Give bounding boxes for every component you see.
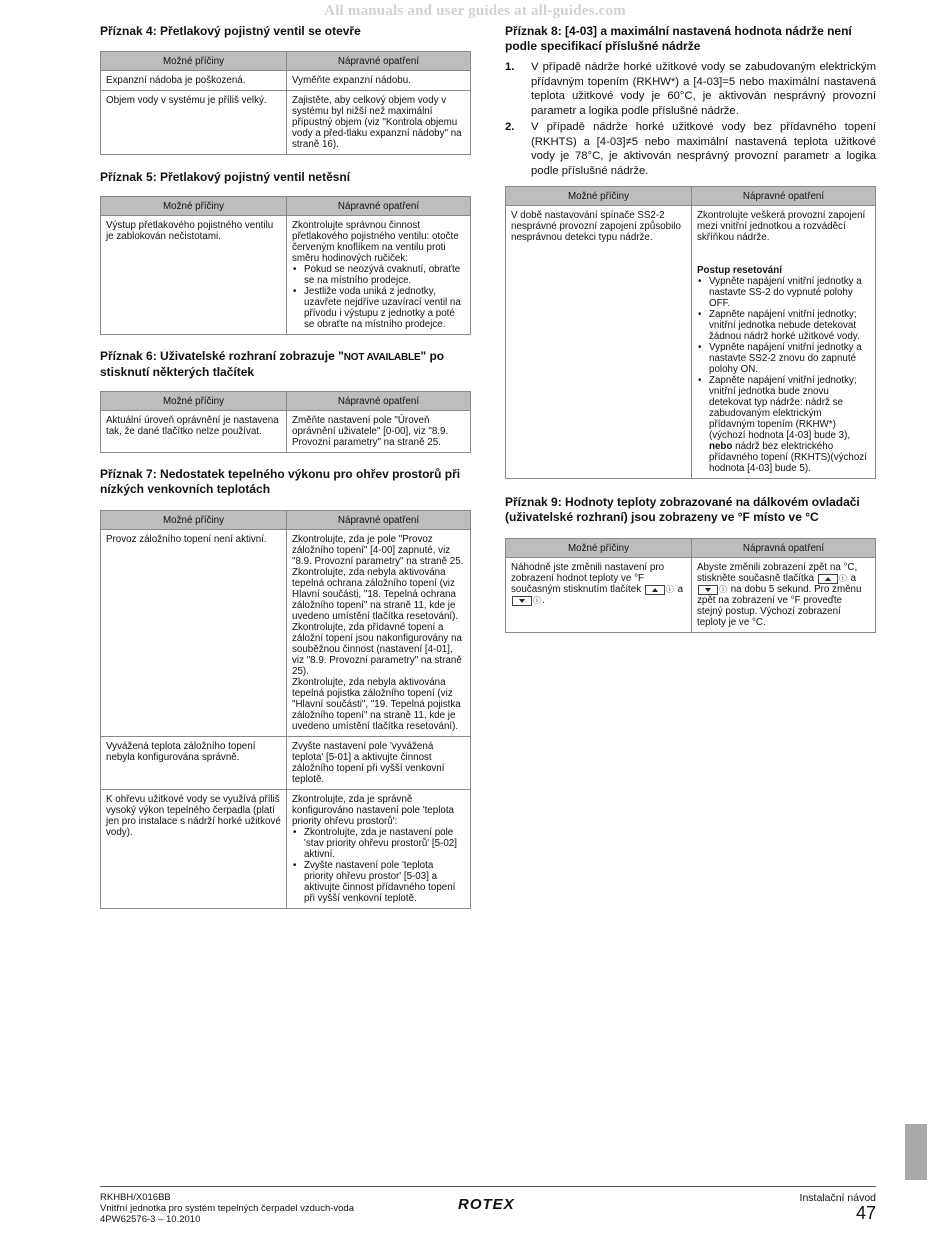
table-row bbox=[506, 558, 876, 633]
item-text: V případě nádrže horké užitkové vody bez přídavného topení (RKHTS) a [4-03]≠5 nebo maximální nastavená teplota užitkové vody je 78°C, je aktivován nesprávný provozní parametr a logika podle příslušné nádrže. bbox=[531, 121, 876, 177]
header-cause: Možné příčiny bbox=[101, 511, 287, 530]
page-number: 47 bbox=[855, 1203, 876, 1223]
action-cell bbox=[692, 206, 876, 479]
action-cell bbox=[692, 558, 876, 633]
footer-model: RKHBH/X016BB bbox=[100, 1192, 171, 1203]
info-icon: ⓘ bbox=[719, 585, 727, 595]
item-text: V případě nádrže horké užitkové vody se zabudovaným elektrickým přídavným topením (RKHW*) a [4-03]=5 nebo maximální nastavená teplota užitkové vody je 60°C, je aktivován nesprávný provozní parametr a logika podle příslušné nádrže. bbox=[531, 61, 876, 117]
symptom-5-table bbox=[100, 196, 471, 335]
symptom-5-title: Příznak 5: Přetlakový pojistný ventil netěsní bbox=[100, 170, 351, 184]
and-text: a bbox=[677, 584, 684, 596]
action-cell: Zajistěte, aby celkový objem vody v systému byl nižší než maximální přípustný objem (viz "Kontrola objemu vody a před-tlaku expanzní nádoby" na straně 16). bbox=[287, 91, 471, 155]
action-intro: Zkontrolujte správnou činnost přetlakového pojistného ventilu: otočte červeným knoflíkem na ventilu proti směru hodinových ručiček: bbox=[292, 220, 459, 264]
header-cause: Možné příčiny bbox=[101, 197, 287, 216]
list-item: • Pokud se neozývá cvaknutí, obraťte se na místního prodejce. bbox=[302, 264, 465, 286]
cause-cell: K ohřevu užitkové vody se využívá příliš vysoký výkon tepelného čerpadla (platí jen pro instalace s nádrží horké užitkové vody). bbox=[101, 790, 287, 909]
header-cause: Možné příčiny bbox=[506, 187, 692, 206]
symptom-6-table bbox=[100, 391, 471, 453]
table-row bbox=[101, 737, 471, 790]
right-column bbox=[505, 24, 876, 633]
action-paragraph: Zkontrolujte, zda je pole "Provoz záložního topení" [4-00] zapnuté, viz "8.9. Provozní parametry" na straně 25. bbox=[292, 534, 464, 567]
action-intro: Zkontrolujte, zda je správně konfigurováno nastavení pole 'teplota priority ohřevu prostorů': bbox=[292, 794, 455, 827]
info-icon: ⓘ bbox=[665, 585, 674, 594]
arrow-up-key-icon bbox=[645, 585, 665, 595]
action-text: Abyste změnili zobrazení zpět na °C, stiskněte současně tlačítka bbox=[697, 562, 858, 585]
list-item: • Zvyšte nastavení pole 'teplota priority ohřevu prostor' [5-03] a aktivujte činnost přídavného topení při vyšší venkovní teplotě. bbox=[302, 860, 465, 904]
title-part: " po stisknutí některých tlačítek bbox=[100, 349, 445, 379]
item-number: 2. bbox=[505, 121, 515, 133]
side-tab bbox=[905, 1124, 927, 1180]
left-column bbox=[100, 24, 471, 909]
list-item: • Zkontrolujte, zda je nastavení pole 'stav priority ohřevu prostorů' [5-02] aktivní. bbox=[302, 827, 465, 860]
table-row bbox=[101, 216, 471, 335]
not-available-label: NOT AVAILABLE bbox=[343, 352, 421, 363]
list-item bbox=[707, 375, 870, 474]
info-icon: ⓘ bbox=[838, 574, 847, 583]
table-row bbox=[101, 91, 471, 155]
watermark: All manuals and user guides at all-guides.com bbox=[324, 3, 626, 19]
footer-doc-code: 4PW62576-3 – 10.2010 bbox=[100, 1214, 201, 1225]
reset-title: Postup resetování bbox=[697, 265, 782, 276]
cause-cell: Vyvážená teplota záložního topení nebyla konfigurována správně. bbox=[101, 737, 287, 790]
action-text: na dobu 5 sekund. Pro změnu zpět na zobrazení ve °F proveďte stejný postup. Výchozí zobrazení teploty je ve °C. bbox=[697, 584, 862, 629]
action-paragraph: Zkontrolujte, zda nebyla aktivována tepelná ochrana záložního topení (viz Hlavní součásti, "18. Tepelná ochrana záložního topení" na straně 11, kde je uvedeno umístění tlačítka resetování). bbox=[292, 567, 459, 622]
footer-description: Vnitřní jednotka pro systém tepelných čerpadel vzduch-voda bbox=[100, 1203, 354, 1214]
header-cause: Možné příčiny bbox=[506, 539, 692, 558]
arrow-up-key-icon bbox=[818, 574, 838, 584]
table-row bbox=[101, 790, 471, 909]
list-item bbox=[505, 60, 876, 118]
item-number: 1. bbox=[505, 61, 515, 73]
list-item: • Vypněte napájení vnitřní jednotky a nastavte SS-2 do vypnuté polohy OFF. bbox=[707, 276, 870, 309]
action-intro: Zkontrolujte veškerá provozní zapojení mezi vnitřní jednotkou a rozváděcí skříňkou nádrže. bbox=[697, 210, 866, 243]
header-action: Nápravné opatření bbox=[287, 511, 471, 530]
list-item: • Vypněte napájení vnitřní jednotky a nastavte SS2-2 znovu do zapnuté polohy ON. bbox=[707, 342, 870, 375]
header-action: Nápravné opatření bbox=[692, 187, 876, 206]
cause-cell: Provoz záložního topení není aktivní. bbox=[101, 530, 287, 737]
cause-cell: Aktuální úroveň oprávnění je nastavena tak, že dané tlačítko nelze používat. bbox=[101, 411, 287, 453]
action-cell: Změňte nastavení pole "Úroveň oprávnění uživatele" [0-00], viz "8.9. Provozní parametry" na straně 25. bbox=[287, 411, 471, 453]
title-part: Příznak 6: Uživatelské rozhraní zobrazuje " bbox=[100, 349, 344, 363]
action-paragraph: Zkontrolujte, zda přídavné topení a záložní topení jsou nakonfigurovány na souběžnou činnost (nastavení [4-01], viz "8.9. Provozní parametry" na straně 25). bbox=[292, 622, 462, 677]
table-row bbox=[101, 411, 471, 453]
cause-cell: V době nastavování spínače SS2-2 nesprávné provozní zapojení způsobilo nesprávnou detekci typu nádrže. bbox=[506, 206, 692, 479]
cause-cell: Objem vody v systému je příliš velký. bbox=[101, 91, 287, 155]
arrow-down-key-icon bbox=[698, 585, 718, 595]
symptom-9-table bbox=[505, 538, 876, 633]
action-cell bbox=[287, 530, 471, 737]
table-row bbox=[506, 206, 876, 479]
action-cell bbox=[287, 790, 471, 909]
brand-logo: ROTEX bbox=[458, 1196, 515, 1213]
action-cell: Vyměňte expanzní nádobu. bbox=[287, 71, 471, 91]
cause-cell: Expanzní nádoba je poškozená. bbox=[101, 71, 287, 91]
symptom-6-title bbox=[100, 349, 471, 380]
symptom-8-table bbox=[505, 186, 876, 479]
list-item: • Jestliže voda uniká z jednotky, uzavřete nejdříve uzavírací ventil na přívodu i výstupu z jednotky a poté se obraťte na místního prodejce. bbox=[302, 286, 465, 330]
footer-doc-type: Instalační návod bbox=[799, 1192, 876, 1204]
symptom-8-title: Příznak 8: [4-03] a maximální nastavená hodnota nádrže není podle specifikací příslušné nádrže bbox=[505, 24, 852, 53]
and-text: a bbox=[850, 573, 857, 585]
list-item bbox=[505, 120, 876, 178]
list-item: • Zapněte napájení vnitřní jednotky; vnitřní jednotka nebude detekovat žádnou nádrž horké užitkové vody. bbox=[707, 309, 870, 342]
header-action: Nápravné opatření bbox=[287, 392, 471, 411]
bullet-text: Zapněte napájení vnitřní jednotky; vnitřní jednotka bude znovu detekovat typ nádrže: nádrž se zabudovaným elektrickým přídavným topením (RKHW*)(výchozí hodnota [4-03] bude 3), bbox=[709, 375, 857, 441]
symptom-8-list bbox=[505, 60, 876, 178]
action-cell: Zvyšte nastavení pole 'vyvážená teplota' [5-01] a aktivujte činnost záložního topení při vyšší venkovní teplotě. bbox=[287, 737, 471, 790]
cause-cell: Náhodně jste změnili nastavení pro zobrazení hodnot teploty ve °F současným stisknutím tlačítek ⓘ a ⓘ. bbox=[506, 558, 692, 633]
cause-text: Náhodně jste změnili nastavení pro zobrazení hodnot teploty ve °F současným stisknutím tlačítek bbox=[511, 562, 665, 596]
bullet-text: nádrž bez elektrického přídavného topení (RKHTS)(výchozí hodnota [4-03] bude 5). bbox=[709, 441, 867, 474]
table-row bbox=[101, 71, 471, 91]
action-paragraph: Zkontrolujte, zda nebyla aktivována tepelná pojistka záložního topení (viz "Hlavní součásti", "19. Tepelná pojistka záložního topení" na straně 11, kde je uvedeno umístění tlačítka resetování). bbox=[292, 677, 461, 732]
info-icon: ⓘ bbox=[533, 596, 541, 606]
footer-divider bbox=[100, 1186, 876, 1187]
header-cause: Možné příčiny bbox=[101, 392, 287, 411]
symptom-4-table bbox=[100, 51, 471, 155]
footer-left bbox=[100, 1192, 354, 1225]
header-action: Nápravná opatření bbox=[692, 539, 876, 558]
symptom-7-title: Příznak 7: Nedostatek tepelného výkonu pro ohřev prostorů při nízkých venkovních teplotách bbox=[100, 467, 461, 496]
header-action: Nápravné opatření bbox=[287, 52, 471, 71]
header-cause: Možné příčiny bbox=[101, 52, 287, 71]
header-action: Nápravné opatření bbox=[287, 197, 471, 216]
symptom-9-title: Příznak 9: Hodnoty teploty zobrazované na dálkovém ovladači (uživatelské rozhraní) jsou zobrazeny ve °F místo ve °C bbox=[505, 495, 860, 524]
symptom-4-title: Příznak 4: Přetlakový pojistný ventil se otevře bbox=[100, 24, 361, 38]
cause-cell: Výstup přetlakového pojistného ventilu je zablokován nečistotami. bbox=[101, 216, 287, 335]
action-cell bbox=[287, 216, 471, 335]
table-row bbox=[101, 530, 471, 737]
bullet-bold: nebo bbox=[709, 441, 733, 452]
arrow-down-key-icon bbox=[512, 596, 532, 606]
symptom-7-table bbox=[100, 510, 471, 909]
